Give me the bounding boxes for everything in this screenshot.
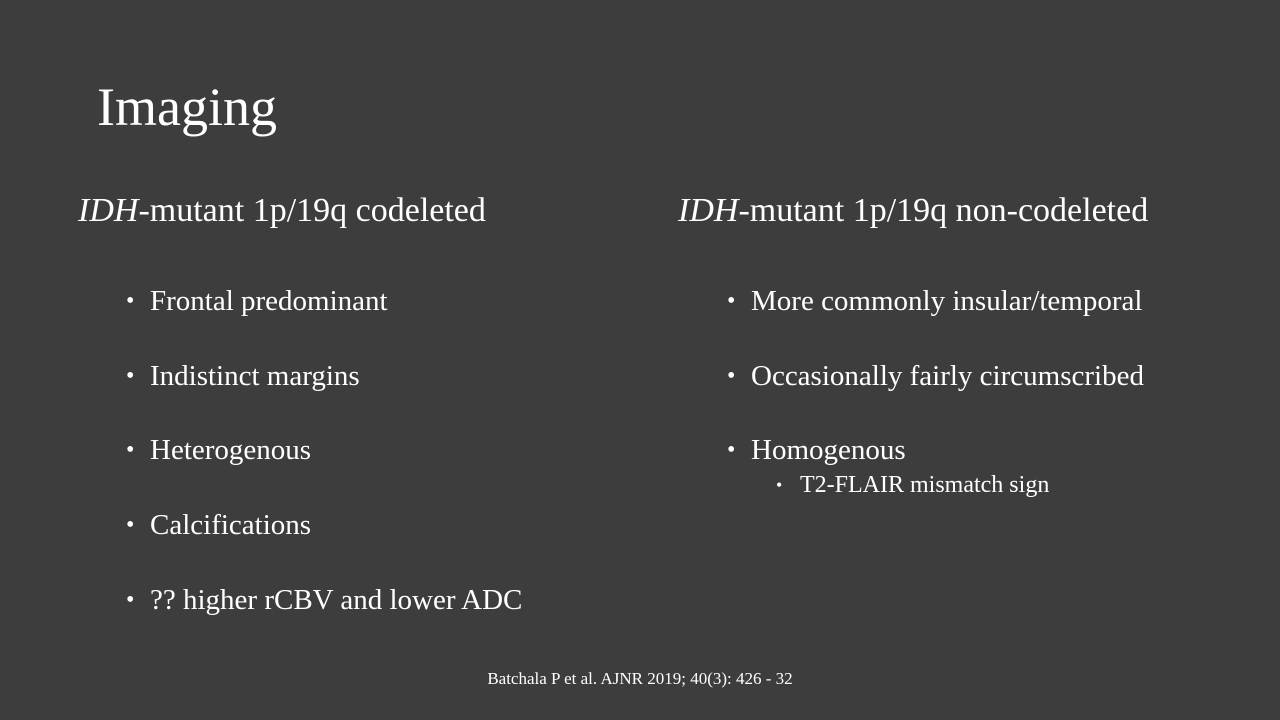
right-heading-text: -mutant 1p/19q non-codeleted [738,192,1149,229]
bullet-text: More commonly insular/temporal [751,285,1143,317]
sub-bullet-text: T2-FLAIR mismatch sign [800,472,1050,498]
right-column-heading [678,190,1148,232]
bullet-text: Occasionally fairly circumscribed [751,360,1144,392]
bullet-dot-icon: • [126,437,135,463]
bullet-dot-icon: • [126,512,135,538]
slide-title: Imaging [97,77,277,137]
left-column-heading [78,190,486,232]
bullet-text: Homogenous [751,434,906,466]
citation: Batchala P et al. AJNR 2019; 40(3): 426 - 32 [487,669,793,688]
bullet-text: ?? higher rCBV and lower ADC [150,584,523,616]
bullet-dot-icon: • [126,587,135,613]
bullet-text: Indistinct margins [150,360,360,392]
bullet-dot-icon: • [727,437,736,463]
left-heading-gene: IDH [78,192,139,229]
bullet-dot-icon: • [126,288,135,314]
bullet-text: Calcifications [150,509,312,541]
bullet-text: Heterogenous [150,434,312,466]
bullet-text: Frontal predominant [150,285,388,317]
left-heading-text: -mutant 1p/19q codeleted [138,192,486,229]
bullet-dot-icon: • [126,363,135,389]
sub-bullet-dot-icon: • [776,475,783,495]
bullet-dot-icon: • [727,288,736,314]
right-heading-gene: IDH [678,192,739,229]
bullet-dot-icon: • [727,363,736,389]
